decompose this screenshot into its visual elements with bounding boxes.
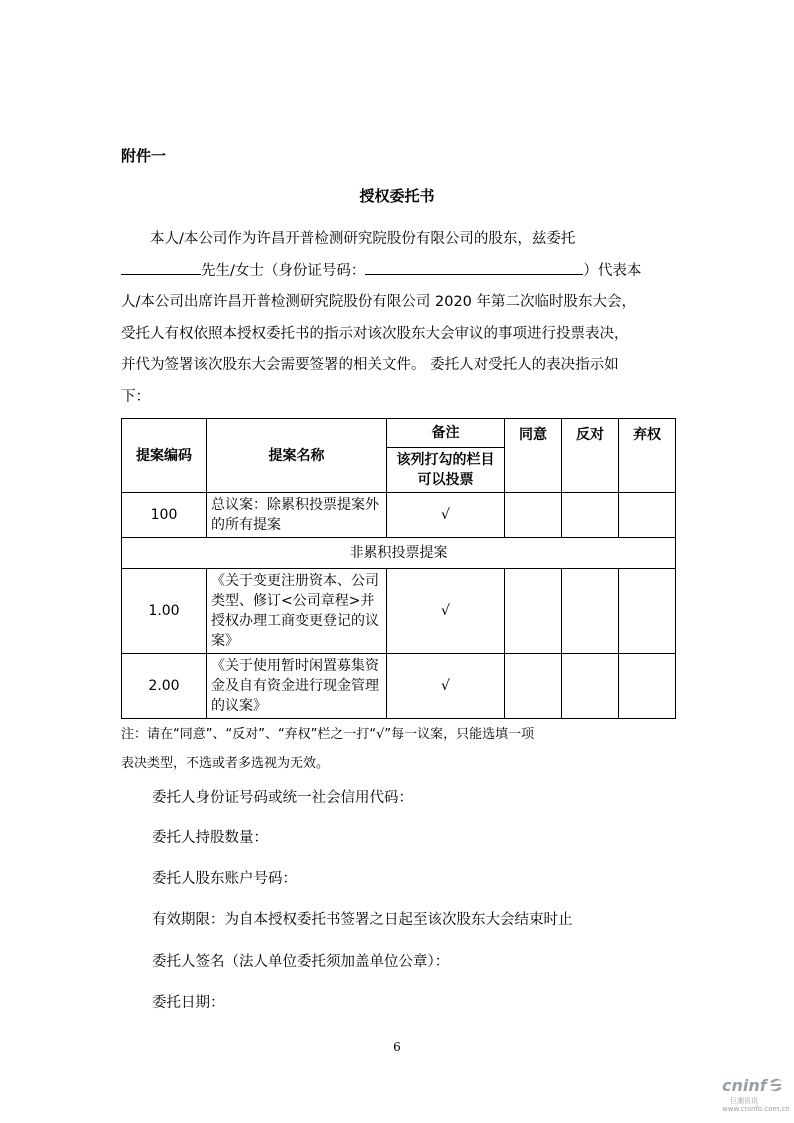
document-title: 授权委托书 (359, 187, 435, 205)
proposal-code: 1.00 (122, 569, 207, 654)
remark-check: √ (387, 493, 505, 538)
header-abstain: 弃权 (619, 419, 676, 493)
voting-table (121, 418, 676, 719)
page-number: 6 (393, 1040, 401, 1054)
agree-cell[interactable] (505, 493, 562, 538)
proxy-name-blank (121, 259, 201, 275)
section-label: 非累积投票提案 (122, 538, 676, 569)
intro-line-4: 受托人有权依照本授权委托书的指示对该次股东大会审议的事项进行投票表决， (121, 325, 629, 342)
proposal-code: 100 (122, 493, 207, 538)
field-date: 委托日期： (152, 995, 225, 1011)
proposal-name: 总议案：除累积投票提案外的所有提案 (207, 493, 387, 538)
agree-cell[interactable] (505, 569, 562, 654)
field-shares: 委托人持股数量： (152, 830, 268, 846)
field-validity: 有效期限：为自本授权委托书签署之日起至该次股东大会结束时止 (152, 912, 573, 928)
abstain-cell[interactable] (619, 569, 676, 654)
proposal-name: 《关于使用暂时闲置募集资金及自有资金进行现金管理的议案》 (207, 654, 387, 719)
proposal-code: 2.00 (122, 654, 207, 719)
header-proposal-code: 提案编码 (122, 419, 207, 493)
watermark-url: www.cninfo.com.cn (722, 1105, 790, 1113)
intro-line-6: 下： (121, 388, 150, 405)
field-id-code: 委托人身份证号码或统一社会信用代码： (152, 790, 413, 806)
intro-line-2 (121, 256, 677, 288)
attachment-heading: 附件一 (121, 147, 167, 165)
remark-check: √ (387, 569, 505, 654)
oppose-cell[interactable] (562, 569, 619, 654)
watermark-brand: cninf (722, 1076, 767, 1095)
header-agree: 同意 (505, 419, 562, 493)
intro-paragraph (121, 224, 677, 413)
abstain-cell[interactable] (619, 493, 676, 538)
field-signature: 委托人签名（法人单位委托须加盖单位公章）： (152, 954, 450, 970)
note-line-2: 表决类型，不选或者多选视为无效。 (121, 756, 330, 771)
intro-line-2b: ）代表本 (583, 262, 642, 279)
intro-line-5: 并代为签署该次股东大会需要签署的相关文件。 委托人对受托人的表决指示如 (121, 357, 619, 373)
agree-cell[interactable] (505, 654, 562, 719)
field-account: 委托人股东账户号码： (152, 871, 297, 887)
table-note (121, 720, 677, 778)
id-number-blank (365, 259, 583, 275)
header-remark: 备注 (387, 419, 505, 448)
table-row (122, 493, 676, 538)
abstain-cell[interactable] (619, 654, 676, 719)
oppose-cell[interactable] (562, 493, 619, 538)
table-row (122, 654, 676, 719)
intro-line-1: 本人/本公司作为许昌开普检测研究院股份有限公司的股东，兹委托 (150, 231, 576, 247)
remark-check: √ (387, 654, 505, 719)
note-line-1: 注：请在“同意”、“反对”、“弃权”栏之一打“√”每一议案，只能选填一项 (121, 727, 535, 742)
intro-line-3: 人/本公司出席许昌开普检测研究院股份有限公司 2020 年第二次临时股东大会， (121, 294, 637, 310)
oppose-cell[interactable] (562, 654, 619, 719)
proposal-name: 《关于变更注册资本、公司类型、修订<公司章程>并授权办理工商变更登记的议案》 (207, 569, 387, 654)
cninfo-swirl-logo-icon (767, 1076, 785, 1098)
intro-line-2a: 先生/女士（身份证号码： (201, 262, 366, 279)
header-remark-sub: 该列打勾的栏目可以投票 (387, 448, 505, 493)
cninfo-watermark (704, 1074, 790, 1114)
watermark-cn-name: 巨潮资讯 (730, 1097, 758, 1105)
section-row (122, 538, 676, 569)
header-oppose: 反对 (562, 419, 619, 493)
header-proposal-name: 提案名称 (207, 419, 387, 493)
table-row (122, 569, 676, 654)
